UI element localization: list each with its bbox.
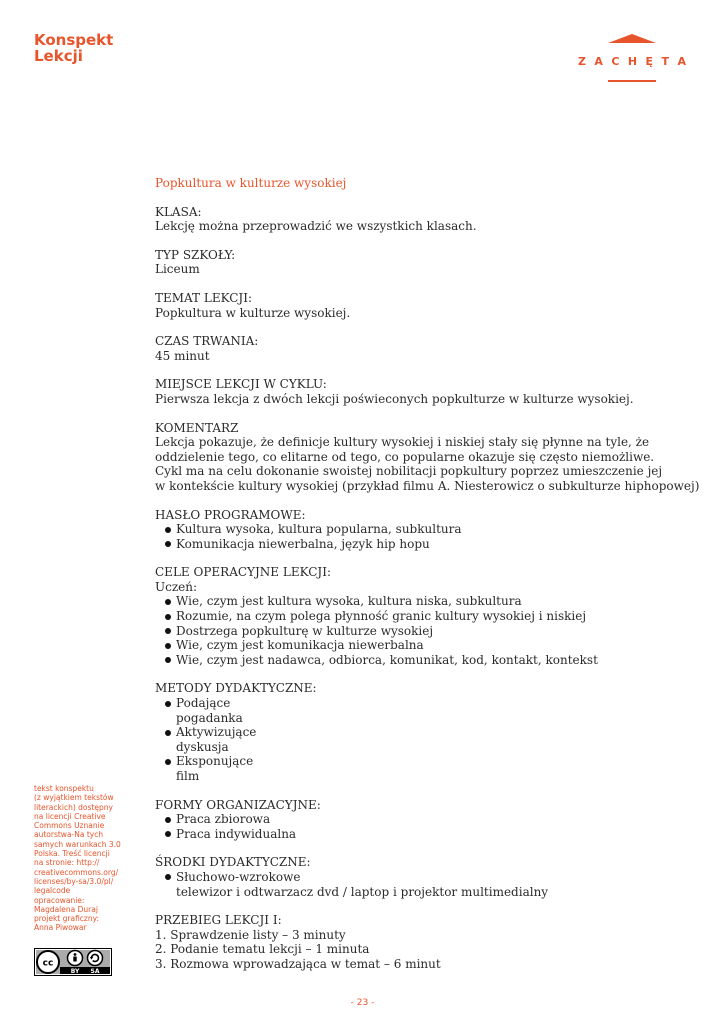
logo-letter: C <box>611 55 620 68</box>
license-note-line: legalcode <box>34 886 71 896</box>
logo-letter: H <box>627 55 638 68</box>
bullet-list <box>155 594 695 667</box>
license-note-line: na stronie: http:// <box>34 858 100 868</box>
license-note-line: samych warunkach 3.0 <box>34 839 121 849</box>
section-text: Popkultura w kulturze wysokiej. <box>155 305 351 320</box>
list-subitem: dyskusja <box>176 739 229 754</box>
cc-by-sa-badge <box>34 948 112 976</box>
comment-line: Lekcja pokazuje, że definicje kultury wysokiej i niskiej stały się płynne na tyle, że <box>155 435 650 450</box>
page-number: - 23 - <box>350 998 375 1008</box>
comment-line: oddzielenie tego, co elitarne od tego, co popularne okazuje się często niemożliwe. <box>155 449 655 464</box>
section-heading: TYP SZKOŁY: <box>155 247 236 262</box>
by-label: BY <box>70 968 80 976</box>
logo-letter: Z <box>578 55 586 68</box>
section-text: Lekcję można przeprowadzić we wszystkich klasach. <box>155 219 477 234</box>
cc-label: cc <box>42 958 54 969</box>
logo-letter: A <box>594 55 603 68</box>
license-note-line: literackich) dostępny <box>34 802 113 812</box>
section-miejsce <box>155 377 695 406</box>
list-item: Aktywizujące <box>162 725 695 740</box>
license-note-line: autorstwa-Na tych <box>34 830 104 840</box>
document-title-line2: Lekcji <box>34 47 83 65</box>
lesson-step: 3. Rozmowa wprowadzająca w temat – 6 minut <box>155 956 441 971</box>
license-note-line: Magdalena Duraj <box>34 904 98 914</box>
section-heading: FORMY ORGANIZACYJNE: <box>155 797 321 812</box>
bullet-list <box>155 812 695 841</box>
section-przebieg <box>155 913 695 971</box>
license-note-line: (z wyjątkiem tekstów <box>34 793 114 803</box>
section-intro: Uczeń: <box>155 579 198 594</box>
license-note <box>34 784 124 933</box>
license-note-line: creativecommons.org/ <box>34 867 119 877</box>
list-subitem: film <box>176 769 200 783</box>
license-note-line: licenses/by-sa/3.0/pl/ <box>34 876 114 886</box>
comment-line: Cykl ma na celu dokonanie swoistej nobilitacji popkultury poprzez umieszczenie jej <box>155 464 663 479</box>
license-note-line: Anna Piwowar <box>34 923 87 933</box>
bullet-list <box>155 870 695 899</box>
list-item: Wie, czym jest kultura wysoka, kultura niska, subkultura <box>162 594 695 609</box>
license-note-line: projekt graficzny: <box>34 914 100 924</box>
section-heading: METODY DYDAKTYCZNE: <box>155 681 317 696</box>
document-title-line1: Konspekt <box>34 31 114 49</box>
section-heading: CELE OPERACYJNE LEKCJI: <box>155 565 331 580</box>
section-heading: ŚRODKI DYDAKTYCZNE: <box>155 855 311 870</box>
section-formy <box>155 798 695 842</box>
comment-line: w kontekście kultury wysokiej (przykład filmu A. Niesterowicz o subkulturze hiphopowej) <box>155 478 700 493</box>
list-item: Wie, czym jest nadawca, odbiorca, komunikat, kod, kontakt, kontekst <box>162 653 695 668</box>
license-note-line: Polska. Treść licencji <box>34 849 110 859</box>
list-subitem: pogadanka <box>176 710 243 725</box>
lesson-step: 1. Sprawdzenie listy – 3 minuty <box>155 927 346 942</box>
section-heading: TEMAT LEKCJI: <box>155 290 253 305</box>
sa-label: SA <box>90 968 100 976</box>
section-text: Liceum <box>155 262 200 277</box>
section-metody <box>155 681 695 783</box>
section-heading: PRZEBIEG LEKCJI I: <box>155 913 282 928</box>
list-item: Słuchowo-wzrokowe <box>162 870 695 885</box>
logo-letter: A <box>677 55 686 68</box>
section-heading: HASŁO PROGRAMOWE: <box>155 507 306 522</box>
license-note-line: opracowanie: <box>34 895 85 905</box>
section-klasa <box>155 205 695 234</box>
list-item: Kultura wysoka, kultura popularna, subkultura <box>162 522 695 537</box>
section-heading: KLASA: <box>155 204 202 219</box>
zacheta-logo <box>578 33 686 85</box>
section-cele <box>155 565 695 667</box>
logo-letter: T <box>661 55 670 68</box>
license-note-line: tekst konspektu <box>34 784 94 793</box>
section-text: 45 minut <box>155 348 210 363</box>
list-item: Dostrzega popkulturę w kulturze wysokiej <box>162 624 695 639</box>
lesson-step: 2. Podanie tematu lekcji – 1 minuta <box>155 942 370 957</box>
license-note-line: na licencji Creative <box>34 811 106 821</box>
list-item: Rozumie, na czym polega płynność granic kultury wysokiej i niskiej <box>162 609 695 624</box>
section-czas <box>155 334 695 363</box>
list-item: Podające <box>162 696 695 711</box>
list-item: Praca indywidualna <box>162 827 695 842</box>
list-item: Praca zbiorowa <box>162 812 695 827</box>
list-item: Eksponujące <box>162 754 695 769</box>
section-srodki <box>155 855 695 899</box>
section-typ-szkoly <box>155 248 695 277</box>
list-subitem: telewizor i odtwarzacz dvd / laptop i projektor multimedialny <box>176 884 549 899</box>
section-temat <box>155 291 695 320</box>
share-alike-icon <box>88 951 103 966</box>
bullet-list <box>155 522 695 551</box>
lesson-plan <box>155 176 700 986</box>
document-title <box>34 32 113 64</box>
bullet-list <box>155 696 695 784</box>
license-note-line: Commons Uznanie <box>34 821 105 831</box>
section-text: Pierwsza lekcja z dwóch lekcji poświeconych popkulturze w kulturze wysokiej. <box>155 391 634 406</box>
section-heading: MIEJSCE LEKCJI W CYKLU: <box>155 377 327 392</box>
list-item: Wie, czym jest komunikacja niewerbalna <box>162 638 695 653</box>
section-heading: CZAS TRWANIA: <box>155 334 259 349</box>
list-item: Komunikacja niewerbalna, język hip hopu <box>162 537 695 552</box>
section-komentarz <box>155 420 700 494</box>
section-haslo <box>155 508 695 552</box>
section-heading: KOMENTARZ <box>155 420 239 435</box>
lesson-title: Popkultura w kulturze wysokiej <box>155 176 347 190</box>
logo-letter: Ę <box>645 55 654 68</box>
